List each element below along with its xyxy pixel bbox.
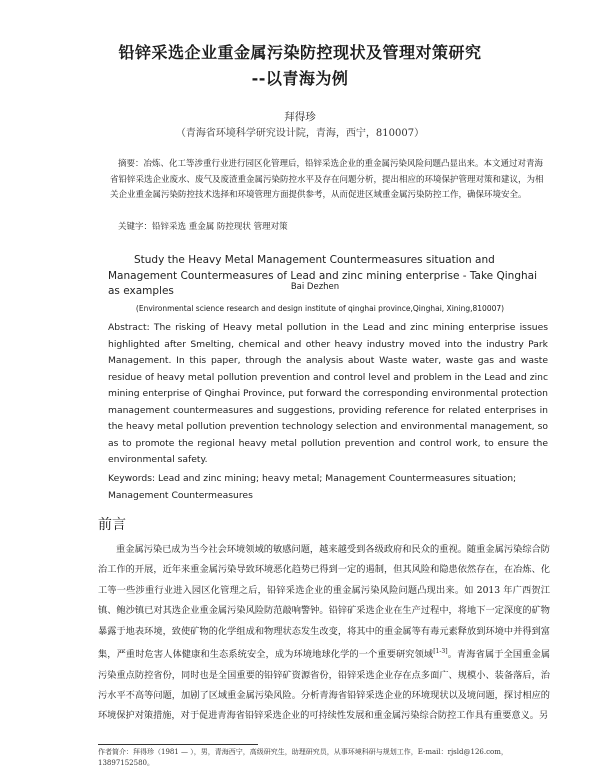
affiliation-en: (Environmental science research and design institute of qinghai province,Qinghai, Xining,810007) xyxy=(135,304,505,313)
paper-title-cn-line1: 铅锌采选企业重金属污染防控现状及管理对策研究 xyxy=(118,43,482,62)
abstract-en-label: Abstract: xyxy=(108,322,150,333)
body-paragraph xyxy=(98,540,550,727)
author-footnote: 作者简介：拜得珍（1981 — ），男，青海西宁，高级研究生，助理研究员，从事环境科研与规划工作，E-mail：rjsld@126.com，13897152580。 xyxy=(98,748,508,767)
abstract-cn-text: 冶炼、化工等涉重行业进行园区化管理后，铅锌采选企业的重金属污染风险问题凸显出来。本文通过对青海省铅锌采选企业废水、废气及废渣重金属污染防控水平及存在问题分析，提出相应的环境保护管理对策和建议，为相关企业重金属污染防控技术选择和环境管理方面提供参考，从而促进区域重金属污染防控工作，确保环境安全。 xyxy=(110,159,544,200)
footnote-divider xyxy=(98,744,258,745)
keywords-cn-text: 铅锌采选 重金属 防控现状 管理对策 xyxy=(152,222,288,232)
paper-title-cn xyxy=(0,40,600,92)
author-name-cn: 拜得珍 xyxy=(284,111,316,123)
abstract-en-text: The risking of Heavy metal pollution in the Lead and zinc mining enterprise issues highlighted after Smelting, chemical and other heavy industry moved into the industry Park Management. In this paper, through the analysis about Waste water, waste gas and waste residue of heavy metal pollution prevention and control level and problem in the Lead and zinc mining enterprise of Qinghai Province, put forward the corresponding environmental protection management countermeasures and suggestions, providing reference for related enterprises in the heavy metal pollution prevention technology selection and environmental management, so as to promote the regional heavy metal pollution prevention and control work, to ensure the environmental safety. xyxy=(108,322,549,465)
affiliation-cn: （青海省环境科学研究设计院，青海，西宁，810007） xyxy=(175,128,425,139)
abstract-cn-label: 摘要： xyxy=(118,159,144,169)
body-text-part1: 重金属污染已成为当今社会环境领域的敏感问题，越来越受到各级政府和民众的重视。随重金属污染综合防治工作的开展，近年来重金属污染导致环境恶化趋势已得到一定的遏制，但其风险和隐患依然存在，在冶炼、化工等一些涉重行业进入园区化管理之后，铅锌采选企业的重金属污染风险问题凸现出来。如 2013 年广西贺江镇、鲍沙镇已对其选企业重金属污染风险防范敲响警钟。铅锌矿采选企业在生产过程中，将地下一定深度的矿物暴露于地表环境，致使矿物的化学组成和物理状态发生改变，将其中的重金属等有毒元素释放到环境中并得到富集，严重时危害人体健康和生态系统安全，成为环境地球化学的一个重要研究领域 xyxy=(98,544,550,661)
paper-title-en: Study the Heavy Metal Management Countermeasures situation and Management Countermeasures of Lead and zinc mining enterprise - Take Qinghai as examples xyxy=(108,254,537,297)
author-name-en: Bai Dezhen xyxy=(290,282,340,292)
keywords-en xyxy=(108,470,548,504)
body-text-part2: 。青海省属于全国重金属污染重点防控省份，同时也是全国重要的铅锌矿资源省份，铅锌采选企业存在点多面广、规模小、装备落后，治污水平不高等问题，加剧了区域重金属污染风险。分析青海省铅锌采选企业的环境现状以及境问题，探讨相应的环境保护对策措施，对于促进青海省铅锌采选企业的可持续性发展和重金属污染综合防控工作具有重要意义。另 xyxy=(98,649,551,722)
keywords-cn xyxy=(118,220,538,234)
keywords-en-label: Keywords: xyxy=(108,473,156,484)
citation-reference: [1-3] xyxy=(433,648,448,656)
keywords-cn-label: 关键字： xyxy=(118,222,153,232)
abstract-cn xyxy=(110,157,550,204)
keywords-en-text: Lead and zinc mining; heavy metal; Management Countermeasures situation; Management Countermeasures xyxy=(108,473,517,501)
paper-title-cn-line2: --以青海为例 xyxy=(251,69,349,88)
abstract-en xyxy=(108,320,548,469)
section-heading-preface: 前言 xyxy=(98,517,126,533)
